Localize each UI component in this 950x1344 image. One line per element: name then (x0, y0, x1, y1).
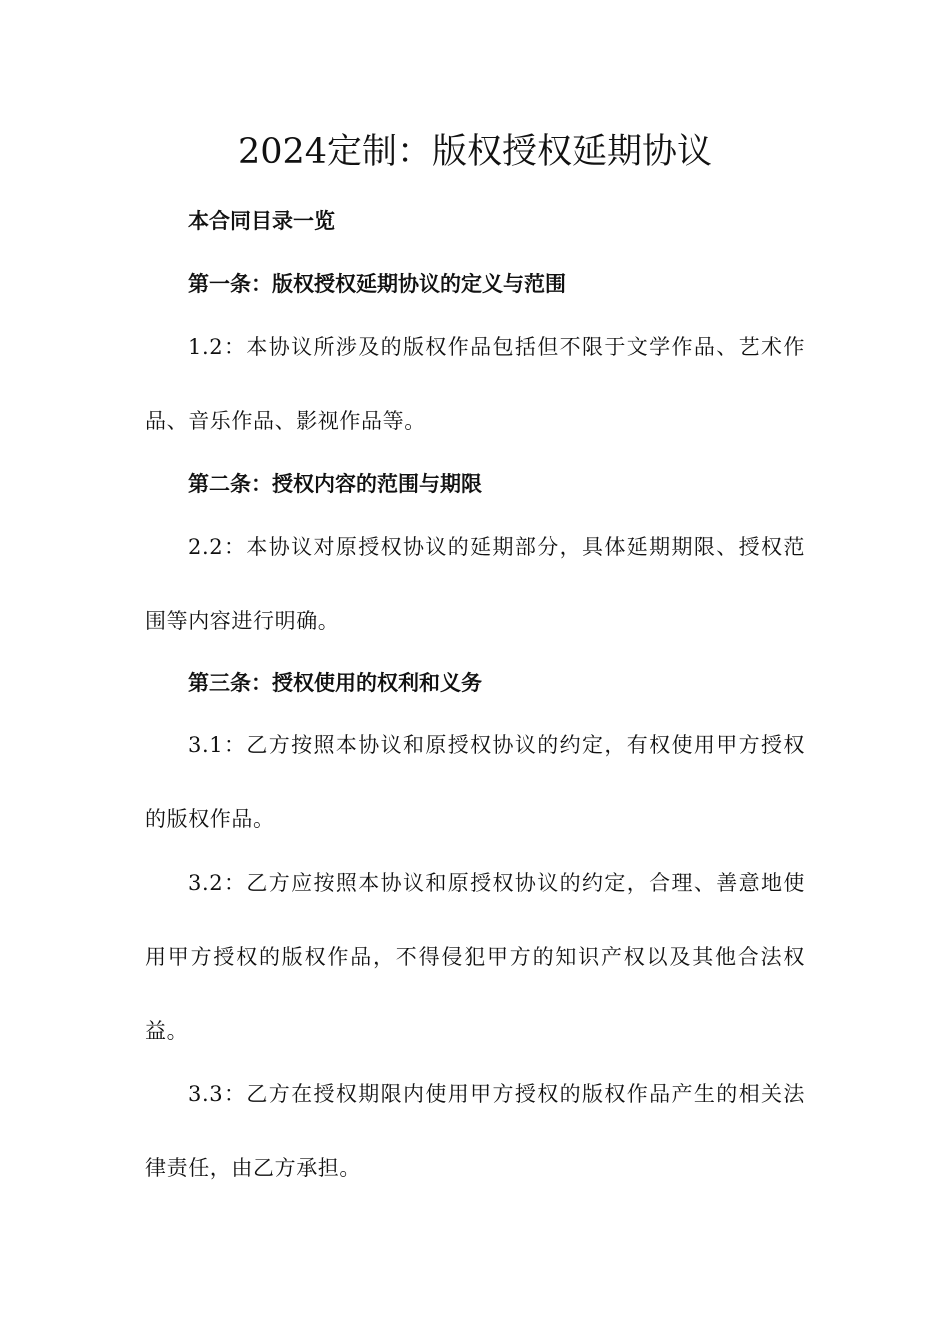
section-3-paragraph-3: 3.3：乙方在授权期限内使用甲方授权的版权作品产生的相关法律责任，由乙方承担。 (145, 1082, 805, 1180)
section-3-paragraph-1: 3.1：乙方按照本协议和原授权协议的约定，有权使用甲方授权的版权作品。 (145, 733, 805, 831)
section-1-paragraph-1: 1.2：本协议所涉及的版权作品包括但不限于文学作品、艺术作品、音乐作品、影视作品等。 (145, 335, 805, 433)
document-title: 2024定制：版权授权延期协议 (237, 132, 713, 172)
toc-heading: 本合同目录一览 (188, 208, 335, 233)
section-2-paragraph-1: 2.2：本协议对原授权协议的延期部分，具体延期期限、授权范围等内容进行明确。 (145, 535, 805, 633)
section-3-paragraph-2: 3.2：乙方应按照本协议和原授权协议的约定，合理、善意地使用甲方授权的版权作品，不得侵犯甲方的知识产权以及其他合法权益。 (145, 871, 805, 1043)
section-1-heading: 第一条：版权授权延期协议的定义与范围 (188, 271, 566, 296)
section-2-heading: 第二条：授权内容的范围与期限 (188, 471, 482, 496)
section-3-heading: 第三条：授权使用的权利和义务 (188, 670, 482, 695)
